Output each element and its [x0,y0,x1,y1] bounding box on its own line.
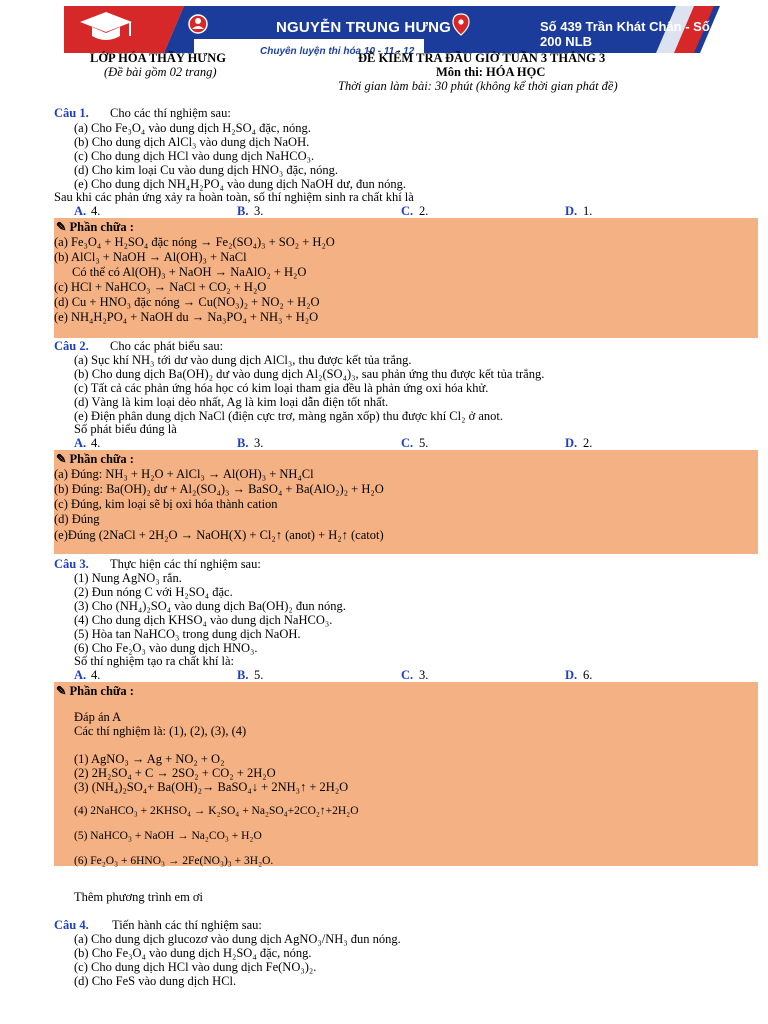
list-item: (1) Nung AgNO₃ rắn. [74,571,182,585]
option-c-value: 3. [419,668,429,682]
question-2-label: Câu 2. [54,339,89,353]
list-item: (d) Vàng là kim loại dẻo nhất, Ag là kim loại dẫn điện tốt nhất. [74,395,389,409]
pencil-icon: ✎ [56,220,67,234]
solution-line: (e) NH₄H₂PO₄ + NaOH du → Na₃PO₄ + NH₃ + H₂O [54,310,319,324]
question-2-question: Số phát biểu đúng là [74,422,177,436]
solution-line: (a) Fe₃O₄ + H₂SO₄ đặc nóng → Fe₂(SO₄)₃ + SO₂ + H₂O [54,235,335,249]
solution-line: (4) 2NaHCO₃ + 2KHSO₄ → K₂SO₄ + Na₂SO₄+2CO₂↑+2H₂O [74,805,359,817]
solution-line: (5) NaHCO₃ + NaOH → Na₂CO₃ + H₂O [74,830,262,842]
option-d-label: D. [565,436,578,450]
option-b-label: B. [237,668,249,682]
header-banner [64,6,720,57]
option-b-value: 5. [254,668,264,682]
option-b-value: 3. [254,436,264,450]
teacher-note: Thêm phương trình em ơi [74,890,204,904]
solution-line: (c) Đúng, kim loại sẽ bị oxi hóa thành cation [54,497,278,511]
class-title: LỚP HÓA THẦY HƯNG [90,51,227,65]
option-a-label: A. [74,204,87,218]
list-item: (c) Tất cả các phản ứng hóa học có kim loại tham gia đều là phản ứng oxi hóa khử. [74,381,489,395]
list-item: (5) Hòa tan NaHCO₃ trong dung dịch NaOH. [74,627,301,641]
solution-2-box [54,450,758,554]
question-3-stem: Thực hiện các thí nghiệm sau: [110,557,261,571]
question-4-label: Câu 4. [54,918,89,932]
solution-line: (e)Đúng (2NaCl + 2H₂O → NaOH(X) + Cl₂↑ (anot) + H₂↑ (catot) [54,528,384,542]
solution-line: (2) 2H₂SO₄ + C → 2SO₂ + CO₂ + 2H₂O [74,766,276,780]
list-item: (3) Cho (NH₄)₂SO₄ vào dung dịch Ba(OH)₂ đun nóng. [74,599,346,613]
list-item: (e) Cho dung dịch NH₄H₂PO₄ vào dung dịch NaOH dư, đun nóng. [74,177,406,191]
solution-line: (b) Đúng: Ba(OH)₂ dư + Al₂(SO₄)₃ → BaSO₄ + Ba(AlO₂)₂ + H₂O [54,482,384,496]
solution-line: (d) Đúng [54,512,100,526]
solution-line: (3) (NH₄)₂SO₄+ Ba(OH)₂→ BaSO₄↓ + 2NH₃↑ + 2H₂O [74,780,349,794]
solution-3-box [54,682,758,866]
solution-line: (6) Fe₂O₃ + 6HNO₃ → 2Fe(NO₃)₃ + 3H₂O. [74,855,274,867]
solution-line: (d) Cu + HNO₃ đặc nóng → Cu(NO₃)₂ + NO₂ + H₂O [54,295,320,309]
list-item: (b) Cho dung dịch AlCl₃ vào dung dịch NaOH. [74,135,310,149]
question-3-question: Số thí nghiệm tạo ra chất khí là: [74,654,235,668]
banner-subtitle: Chuyên luyện thi hóa 10 - 11 - 12 [260,46,415,57]
option-b-label: B. [237,204,249,218]
page-count: (Đề bài gồm 02 trang) [104,65,217,79]
solution-line: Có thể có Al(OH)₃ + NaOH → NaAlO₂ + H₂O [72,265,307,279]
option-d-value: 1. [583,204,593,218]
option-d-value: 2. [583,436,593,450]
question-1-stem: Cho các thí nghiệm sau: [110,106,231,120]
solution-1-box [54,218,758,338]
option-a-value: 4. [91,436,101,450]
exam-subject: Môn thi: HÓA HỌC [436,65,546,79]
option-a-value: 4. [91,668,101,682]
list-item: (2) Đun nóng C với H₂SO₄ đặc. [74,585,233,599]
solution-answer-detail: Các thí nghiệm là: (1), (2), (3), (4) [74,724,247,738]
option-d-label: D. [565,668,578,682]
question-4-stem: Tiến hành các thí nghiệm sau: [112,918,262,932]
option-a-label: A. [74,668,87,682]
question-1-label: Câu 1. [54,106,89,120]
list-item: (c) Cho dung dịch HCl vào dung dịch Fe(NO₃)₂. [74,960,317,974]
solution-2-title: ✎ Phần chữa : [56,452,134,466]
option-c-value: 2. [419,204,429,218]
list-item: (e) Điện phân dung dịch NaCl (điện cực trơ, màng ngăn xốp) thu được khí Cl₂ ở anot. [74,409,503,423]
question-1-question: Sau khi các phản ứng xảy ra hoàn toàn, số thí nghiệm sinh ra chất khí là [54,190,414,204]
option-c-label: C. [401,668,414,682]
pencil-icon: ✎ [56,684,67,698]
solution-3-title: ✎ Phần chữa : [56,684,134,698]
solution-answer: Đáp án A [74,710,122,724]
exam-time: Thời gian làm bài: 30 phút (không kể thời gian phát đề) [338,79,618,93]
option-c-label: C. [401,204,414,218]
option-a-value: 4. [91,204,101,218]
list-item: (d) Cho kim loại Cu vào dung dịch HNO₃ đặc, nóng. [74,163,339,177]
list-item: (a) Sục khí NH₃ tới dư vào dung dịch AlCl₃, thu được kết tủa trắng. [74,353,412,367]
option-c-label: C. [401,436,414,450]
list-item: (4) Cho dung dịch KHSO₄ vào dung dịch NaHCO₃. [74,613,333,627]
list-item: (b) Cho Fe₃O₄ vào dung dịch H₂SO₄ đặc, nóng. [74,946,312,960]
list-item: (a) Cho dung dịch glucozơ vào dung dịch AgNO₃/NH₃ đun nóng. [74,932,401,946]
teacher-address: Số 439 Trần Khát Chân - Số 200 NLB [540,19,710,49]
person-icon [189,15,207,33]
list-item: (c) Cho dung dịch HCl vào dung dịch NaHCO₃. [74,149,315,163]
option-c-value: 5. [419,436,429,450]
pencil-icon: ✎ [56,452,67,466]
solution-line: (b) AlCl₃ + NaOH → Al(OH)₃ + NaCl [54,250,247,264]
question-2-stem: Cho các phát biểu sau: [110,339,224,353]
list-item: (b) Cho dung dịch Ba(OH)₂ dư vào dung dịch Al₂(SO₄)₃, sau phản ứng thu được kết tủa trắng. [74,367,545,381]
solution-1-title: ✎ Phần chữa : [56,220,134,234]
list-item: (6) Cho Fe₂O₃ vào dung dịch HNO₃. [74,641,258,655]
question-3-label: Câu 3. [54,557,89,571]
option-b-value: 3. [254,204,264,218]
solution-line: (a) Đúng: NH₃ + H₂O + AlCl₃ → Al(OH)₃ + NH₄Cl [54,467,314,481]
solution-line: (c) HCl + NaHCO₃ → NaCl + CO₂ + H₂O [54,280,267,294]
option-b-label: B. [237,436,249,450]
list-item: (d) Cho FeS vào dung dịch HCl. [74,974,237,988]
solution-line: (1) AgNO₃ → Ag + NO₂ + O₂ [74,752,225,766]
list-item: (a) Cho Fe₃O₄ vào dung dịch H₂SO₄ đặc, nóng. [74,121,311,135]
teacher-name: NGUYỄN TRUNG HƯNG [276,19,452,36]
option-a-label: A. [74,436,87,450]
option-d-label: D. [565,204,578,218]
option-d-value: 6. [583,668,593,682]
exam-title: ĐỀ KIỂM TRA ĐẦU GIỜ TUẦN 3 THÁNG 3 [358,51,606,65]
